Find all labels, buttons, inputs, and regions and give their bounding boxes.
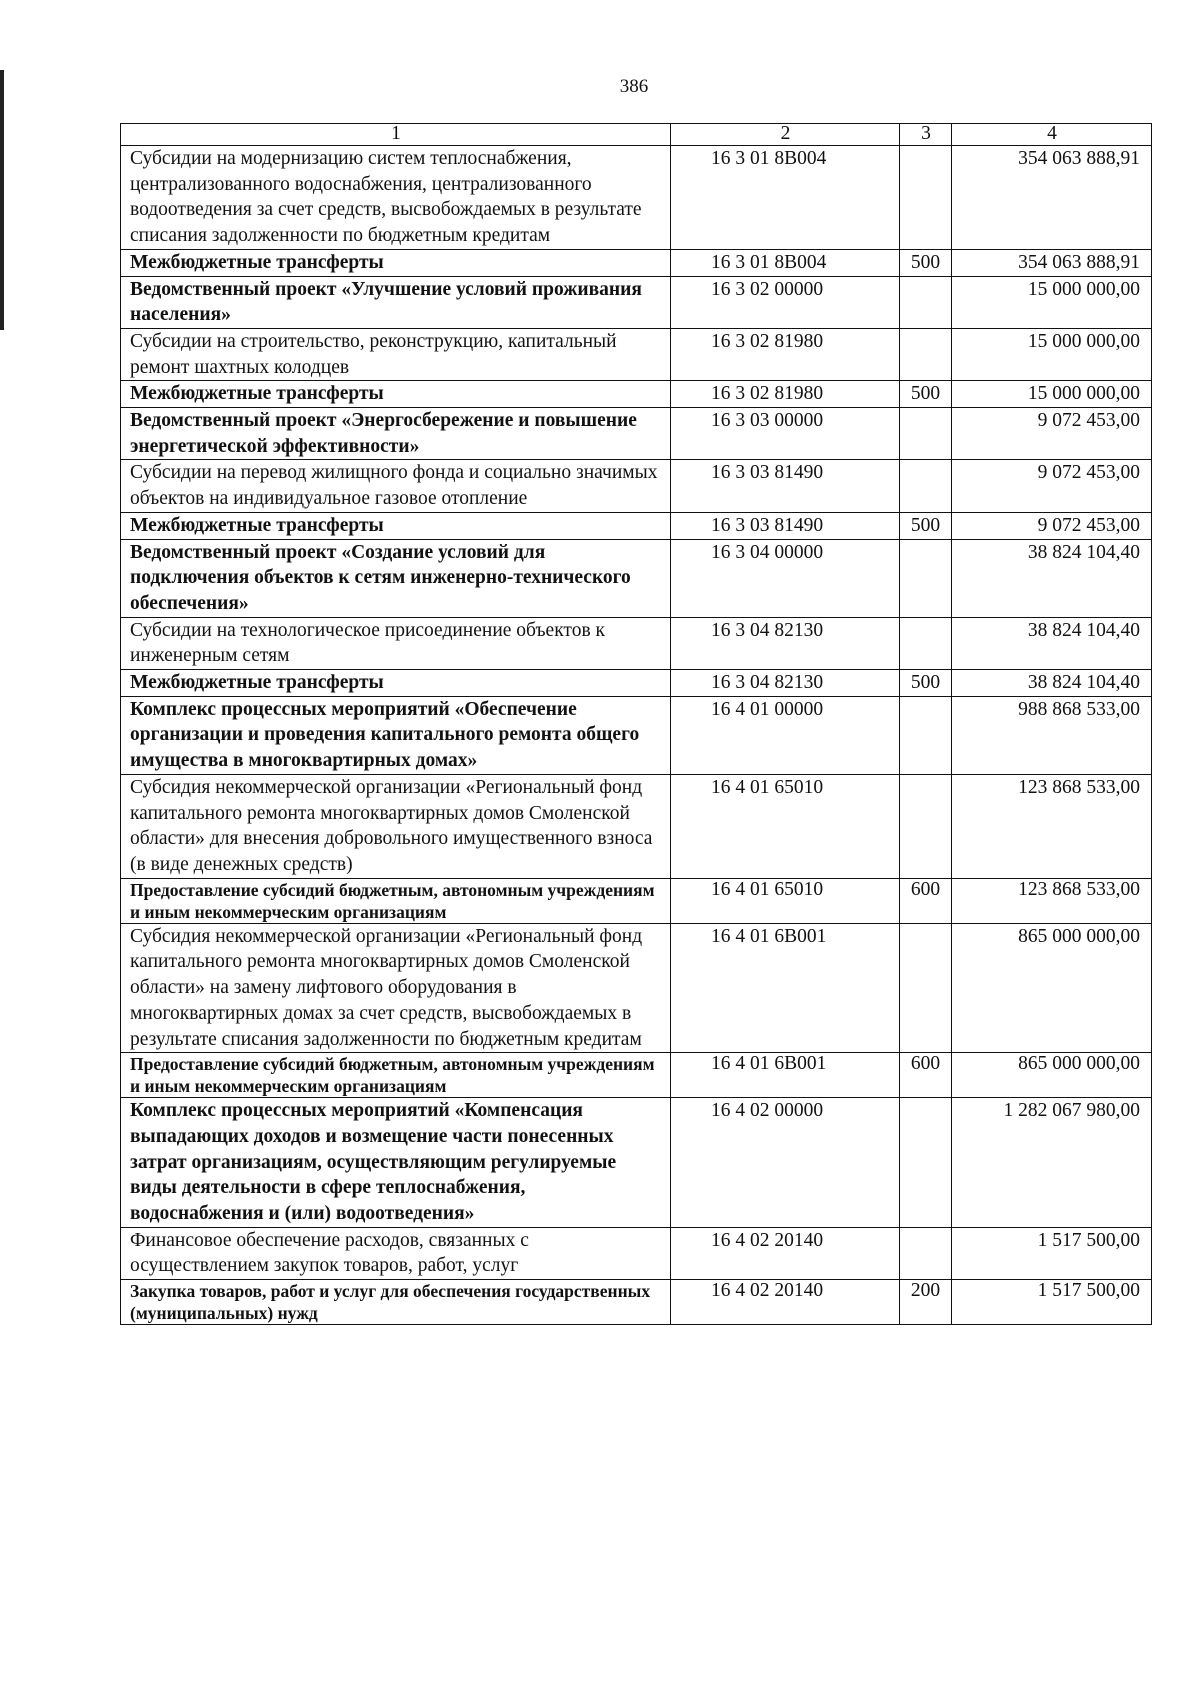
table-row <box>121 878 1152 923</box>
row-name-cell: Субсидии на технологическое присоединение объектов к инженерным сетям <box>121 617 671 669</box>
row-code-cell: 16 3 04 82130 <box>671 670 900 697</box>
table-row <box>121 249 1152 276</box>
row-name-cell: Предоставление субсидий бюджетным, автономным учреждениям и иным некоммерческим организациям <box>121 1053 671 1098</box>
row-code-cell: 16 3 02 81980 <box>671 328 900 380</box>
row-name-cell: Предоставление субсидий бюджетным, автономным учреждениям и иным некоммерческим организациям <box>121 878 671 923</box>
header-col-3: 3 <box>900 124 952 146</box>
row-name-cell: Субсидия некоммерческой организации «Региональный фонд капитального ремонта многоквартирных домов Смоленской области» для внесения добровольного имущественного взноса (в виде денежных средств) <box>121 774 671 878</box>
page-number: 386 <box>619 76 649 97</box>
row-type-cell <box>900 774 952 878</box>
row-code-cell: 16 3 02 81980 <box>671 381 900 408</box>
row-amount-cell: 15 000 000,00 <box>952 381 1152 408</box>
row-type-cell <box>900 328 952 380</box>
row-type-cell: 500 <box>900 670 952 697</box>
row-name-cell: Межбюджетные трансферты <box>121 512 671 539</box>
row-code-cell: 16 4 02 20140 <box>671 1280 900 1325</box>
table-row <box>121 539 1152 617</box>
table-row <box>121 1098 1152 1228</box>
row-code-cell: 16 4 02 00000 <box>671 1098 900 1228</box>
row-amount-cell: 15 000 000,00 <box>952 328 1152 380</box>
row-name-cell: Межбюджетные трансферты <box>121 670 671 697</box>
row-code-cell: 16 3 03 81490 <box>671 512 900 539</box>
row-type-cell <box>900 276 952 328</box>
row-code-cell: 16 4 01 6B001 <box>671 1053 900 1098</box>
row-amount-cell: 15 000 000,00 <box>952 276 1152 328</box>
row-type-cell <box>900 1227 952 1279</box>
row-amount-cell: 38 824 104,40 <box>952 617 1152 669</box>
row-name-cell: Ведомственный проект «Создание условий для подключения объектов к сетям инженерно-технического обеспечения» <box>121 539 671 617</box>
row-name-cell: Субсидии на перевод жилищного фонда и социально значимых объектов на индивидуальное газовое отопление <box>121 460 671 512</box>
row-amount-cell: 123 868 533,00 <box>952 774 1152 878</box>
table-row <box>121 923 1152 1053</box>
row-amount-cell: 9 072 453,00 <box>952 460 1152 512</box>
row-type-cell <box>900 539 952 617</box>
table-row <box>121 512 1152 539</box>
row-amount-cell: 123 868 533,00 <box>952 878 1152 923</box>
row-code-cell: 16 4 01 65010 <box>671 878 900 923</box>
row-code-cell: 16 4 01 00000 <box>671 696 900 774</box>
row-code-cell: 16 3 04 00000 <box>671 539 900 617</box>
row-type-cell: 600 <box>900 1053 952 1098</box>
header-col-2: 2 <box>671 124 900 146</box>
row-name-cell: Закупка товаров, работ и услуг для обеспечения государственных (муниципальных) нужд <box>121 1280 671 1325</box>
table-row <box>121 696 1152 774</box>
row-type-cell: 500 <box>900 512 952 539</box>
table-row <box>121 276 1152 328</box>
header-col-1: 1 <box>121 124 671 146</box>
row-type-cell <box>900 460 952 512</box>
table-body <box>121 146 1152 1325</box>
row-amount-cell: 865 000 000,00 <box>952 1053 1152 1098</box>
row-type-cell: 500 <box>900 249 952 276</box>
table-row <box>121 1280 1152 1325</box>
row-code-cell: 16 4 01 6B001 <box>671 923 900 1053</box>
row-code-cell: 16 4 01 65010 <box>671 774 900 878</box>
row-code-cell: 16 3 04 82130 <box>671 617 900 669</box>
row-name-cell: Ведомственный проект «Энергосбережение и повышение энергетической эффективности» <box>121 408 671 460</box>
table-row <box>121 328 1152 380</box>
row-name-cell: Межбюджетные трансферты <box>121 381 671 408</box>
row-code-cell: 16 4 02 20140 <box>671 1227 900 1279</box>
row-code-cell: 16 3 03 00000 <box>671 408 900 460</box>
row-type-cell <box>900 408 952 460</box>
table-row <box>121 1053 1152 1098</box>
row-amount-cell: 1 517 500,00 <box>952 1280 1152 1325</box>
budget-table <box>120 123 1152 1325</box>
row-type-cell: 600 <box>900 878 952 923</box>
row-amount-cell: 9 072 453,00 <box>952 512 1152 539</box>
table-row <box>121 146 1152 250</box>
scan-edge-mark <box>0 70 4 330</box>
row-name-cell: Субсидия некоммерческой организации «Региональный фонд капитального ремонта многоквартирных домов Смоленской области» на замену лифтового оборудования в многоквартирных домах за счет средств, высвобождаемых в результате списания задолженности по бюджетным кредитам <box>121 923 671 1053</box>
row-code-cell: 16 3 01 8B004 <box>671 146 900 250</box>
table-row <box>121 774 1152 878</box>
table-header-row <box>121 124 1152 146</box>
row-name-cell: Субсидии на строительство, реконструкцию, капитальный ремонт шахтных колодцев <box>121 328 671 380</box>
table-row <box>121 381 1152 408</box>
table-row <box>121 460 1152 512</box>
table-row <box>121 670 1152 697</box>
table-row <box>121 617 1152 669</box>
row-type-cell: 200 <box>900 1280 952 1325</box>
row-amount-cell: 865 000 000,00 <box>952 923 1152 1053</box>
row-amount-cell: 354 063 888,91 <box>952 146 1152 250</box>
row-code-cell: 16 3 02 00000 <box>671 276 900 328</box>
row-type-cell <box>900 696 952 774</box>
row-type-cell <box>900 617 952 669</box>
row-name-cell: Финансовое обеспечение расходов, связанных с осуществлением закупок товаров, работ, услуг <box>121 1227 671 1279</box>
table-row <box>121 408 1152 460</box>
row-amount-cell: 988 868 533,00 <box>952 696 1152 774</box>
row-amount-cell: 9 072 453,00 <box>952 408 1152 460</box>
header-col-4: 4 <box>952 124 1152 146</box>
row-name-cell: Субсидии на модернизацию систем теплоснабжения, централизованного водоснабжения, централизованного водоотведения за счет средств, высвобождаемых в результате списания задолженности по бюджетным кредитам <box>121 146 671 250</box>
row-name-cell: Комплекс процессных мероприятий «Обеспечение организации и проведения капитального ремонта общего имущества в многоквартирных домах» <box>121 696 671 774</box>
row-type-cell: 500 <box>900 381 952 408</box>
row-amount-cell: 1 517 500,00 <box>952 1227 1152 1279</box>
row-code-cell: 16 3 01 8B004 <box>671 249 900 276</box>
row-type-cell <box>900 1098 952 1228</box>
table-row <box>121 1227 1152 1279</box>
row-code-cell: 16 3 03 81490 <box>671 460 900 512</box>
row-name-cell: Межбюджетные трансферты <box>121 249 671 276</box>
row-name-cell: Комплекс процессных мероприятий «Компенсация выпадающих доходов и возмещение части понесенных затрат организациям, осуществляющим регулируемые виды деятельности в сфере теплоснабжения, водоснабжения и (или) водоотведения» <box>121 1098 671 1228</box>
row-amount-cell: 354 063 888,91 <box>952 249 1152 276</box>
row-amount-cell: 38 824 104,40 <box>952 670 1152 697</box>
row-amount-cell: 1 282 067 980,00 <box>952 1098 1152 1228</box>
row-type-cell <box>900 923 952 1053</box>
row-name-cell: Ведомственный проект «Улучшение условий проживания населения» <box>121 276 671 328</box>
row-type-cell <box>900 146 952 250</box>
row-amount-cell: 38 824 104,40 <box>952 539 1152 617</box>
